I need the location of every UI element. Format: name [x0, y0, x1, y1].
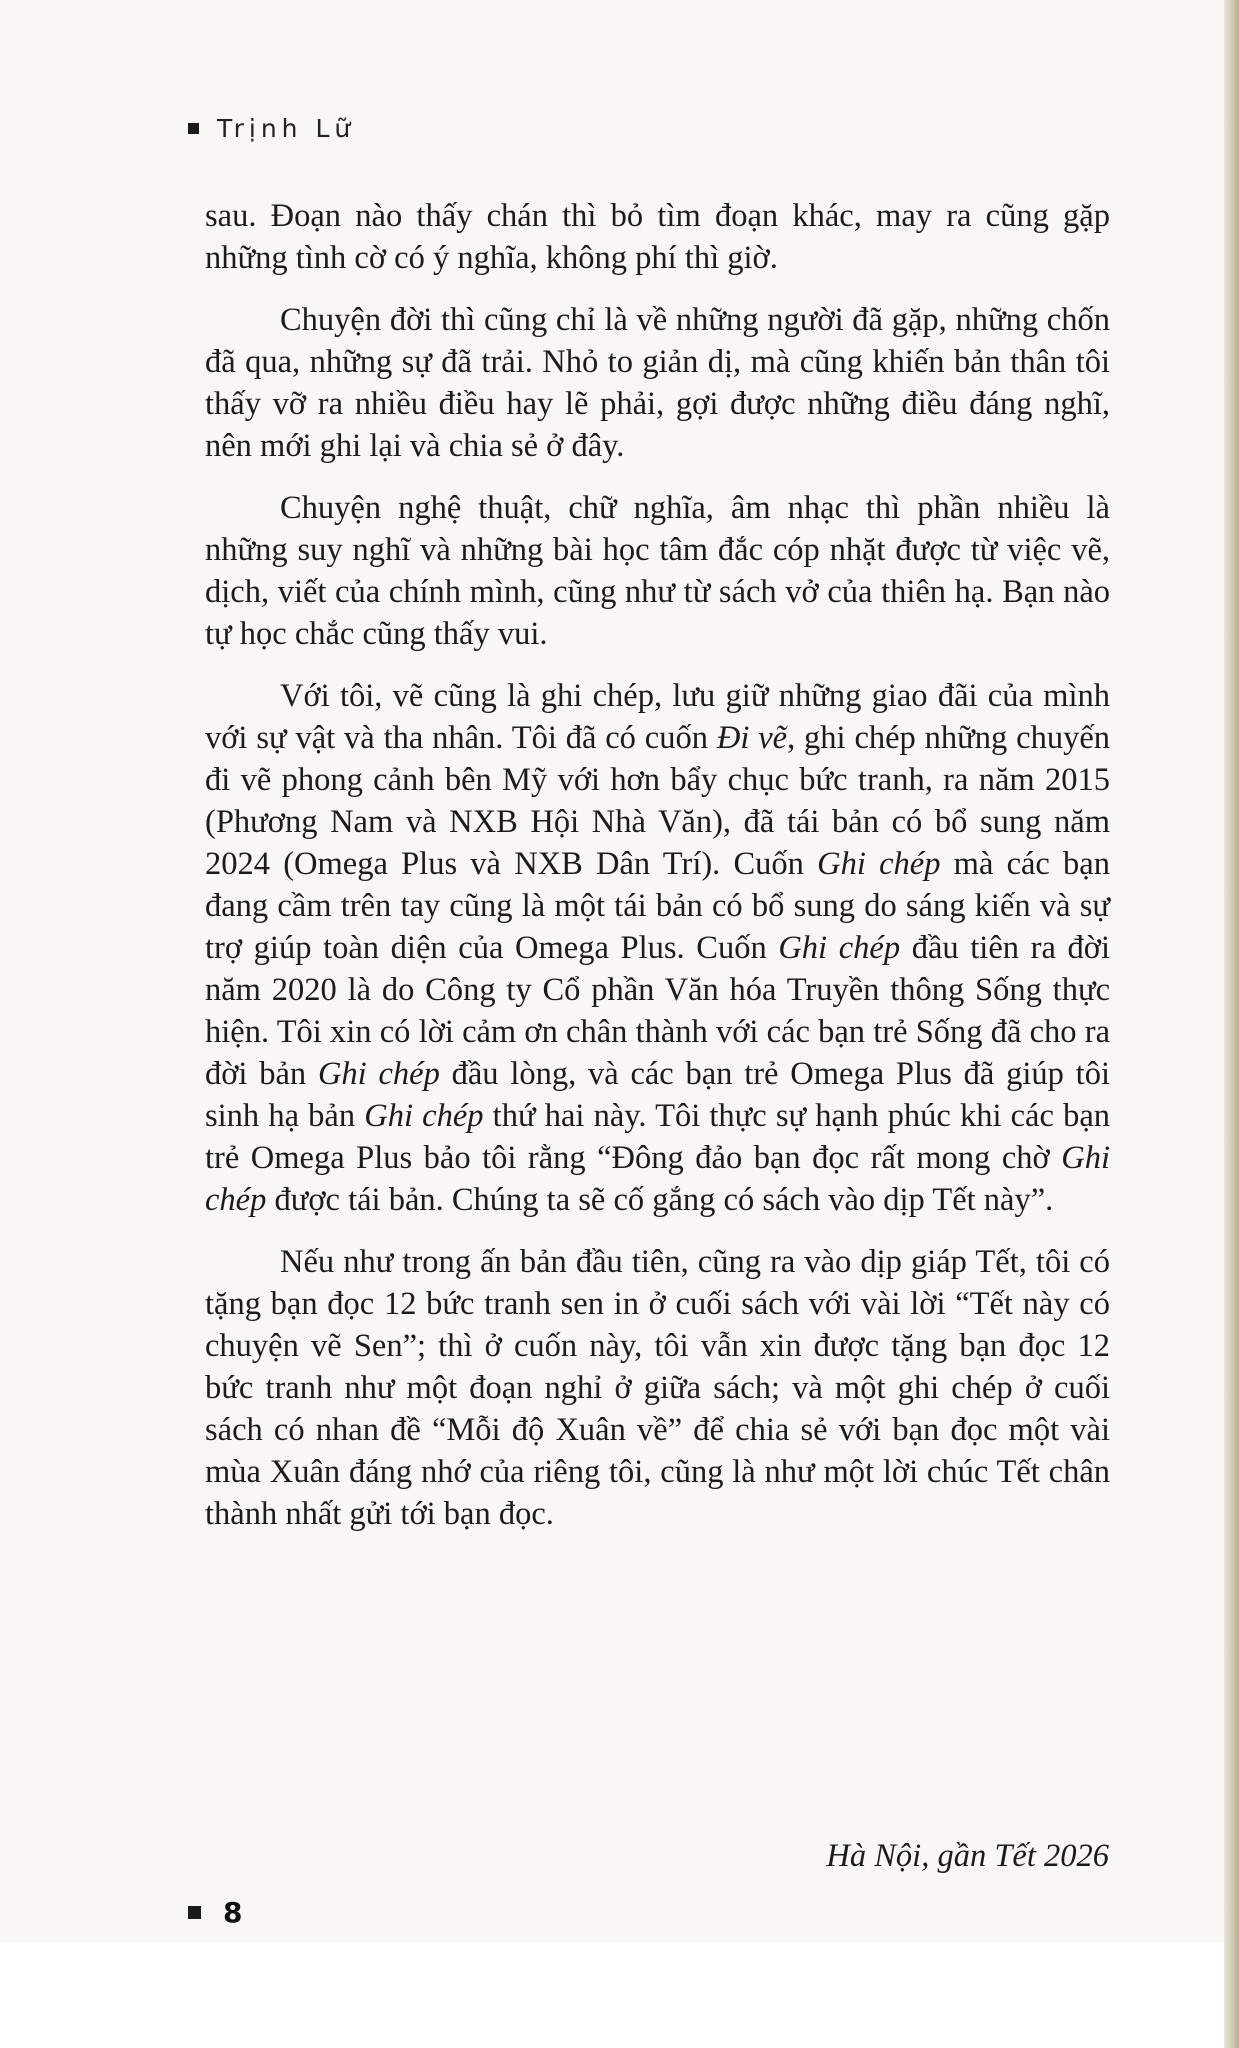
paragraph-3: Chuyện nghệ thuật, chữ nghĩa, âm nhạc thì phần nhiều là những suy nghĩ và những bài học tâm đắc cóp nhặt được từ việc vẽ, dịch, viết của chính mình, cũng như từ sách vở của thiên hạ. Bạn nào tự học chắc cũng thấy vui.	[205, 490, 1110, 652]
page-footer	[188, 1896, 242, 1929]
paragraph-2: Chuyện đời thì cũng chỉ là về những người đã gặp, những chốn đã qua, những sự đã trải. Nhỏ to giản dị, mà cũng khiến bản thân tôi thấy vỡ ra nhiều điều hay lẽ phải, gợi được những điều đáng nghĩ, nên mới ghi lại và chia sẻ ở đây.	[205, 302, 1110, 464]
paragraph-4-text: mà các bạn đang cầm trên tay cũng là một tái bản có bổ sung do sáng kiến và sự trợ giúp toàn diện của Omega Plus. Cuốn	[205, 846, 1110, 966]
paragraph-4-text: đầu tiên ra đời năm 2020 là do Công ty Cổ phần Văn hóa Truyền thông Sống thực hiện. Tôi xin có lời cảm ơn chân thành với các bạn trẻ Sống đã cho ra đời bản	[205, 930, 1110, 1092]
paragraph-4-text: , ghi chép những chuyến đi vẽ phong cảnh bên Mỹ với hơn bẩy chục bức tranh, ra năm 2015 (Phương Nam và NXB Hội Nhà Văn), đã tái bản có bổ sung năm 2024 (Omega Plus và NXB Dân Trí). Cuốn	[205, 720, 1110, 882]
book-title-ghi-chep: Ghi chép	[817, 846, 941, 882]
header-author: Trịnh Lữ	[217, 114, 356, 143]
book-title-di-ve: Đi vẽ	[716, 720, 788, 756]
paragraph-4	[205, 675, 1110, 1221]
paragraph-4-text: Với tôi, vẽ cũng là ghi chép, lưu giữ những giao đãi của mình với sự vật và tha nhân. Tôi đã có cuốn	[205, 678, 1110, 756]
book-title-ghi-chep: Ghi chép	[205, 1140, 1110, 1218]
page-body	[205, 195, 1110, 1555]
book-title-ghi-chep: Ghi chép	[778, 930, 901, 966]
paragraph-4-text: thứ hai này. Tôi thực sự hạnh phúc khi các bạn trẻ Omega Plus bảo tôi rằng “Đông đảo bạn đọc rất mong chờ	[205, 1098, 1110, 1176]
header-square-bullet	[188, 123, 199, 134]
footer-square-bullet	[188, 1906, 201, 1919]
scan-margin	[0, 1942, 1224, 2048]
book-title-ghi-chep: Ghi chép	[317, 1056, 440, 1092]
paragraph-5: Nếu như trong ấn bản đầu tiên, cũng ra vào dịp giáp Tết, tôi có tặng bạn đọc 12 bức tranh sen in ở cuối sách với vài lời “Tết này có chuyện vẽ Sen”; thì ở cuốn này, tôi vẫn xin được tặng bạn đọc 12 bức tranh như một đoạn nghỉ ở giữa sách; và một ghi chép ở cuối sách có nhan đề “Mỗi độ Xuân về” để chia sẻ với bạn đọc một vài mùa Xuân đáng nhớ của riêng tôi, cũng là như một lời chúc Tết chân thành nhất gửi tới bạn đọc.	[205, 1244, 1110, 1532]
signature-line: Hà Nội, gần Tết 2026	[826, 1838, 1109, 1874]
paragraph-1: sau. Đoạn nào thấy chán thì bỏ tìm đoạn khác, may ra cũng gặp những tình cờ có ý nghĩa, không phí thì giờ.	[205, 198, 1110, 276]
running-header	[188, 114, 355, 143]
book-spine-edge	[1224, 0, 1239, 2048]
book-title-ghi-chep: Ghi chép	[364, 1098, 484, 1134]
page-number: 8	[223, 1896, 243, 1929]
paragraph-4-text: được tái bản. Chúng ta sẽ cố gắng có sách vào dịp Tết này”.	[266, 1182, 1054, 1218]
paragraph-4-text: đầu lòng, và các bạn trẻ Omega Plus đã giúp tôi sinh hạ bản	[205, 1056, 1110, 1134]
